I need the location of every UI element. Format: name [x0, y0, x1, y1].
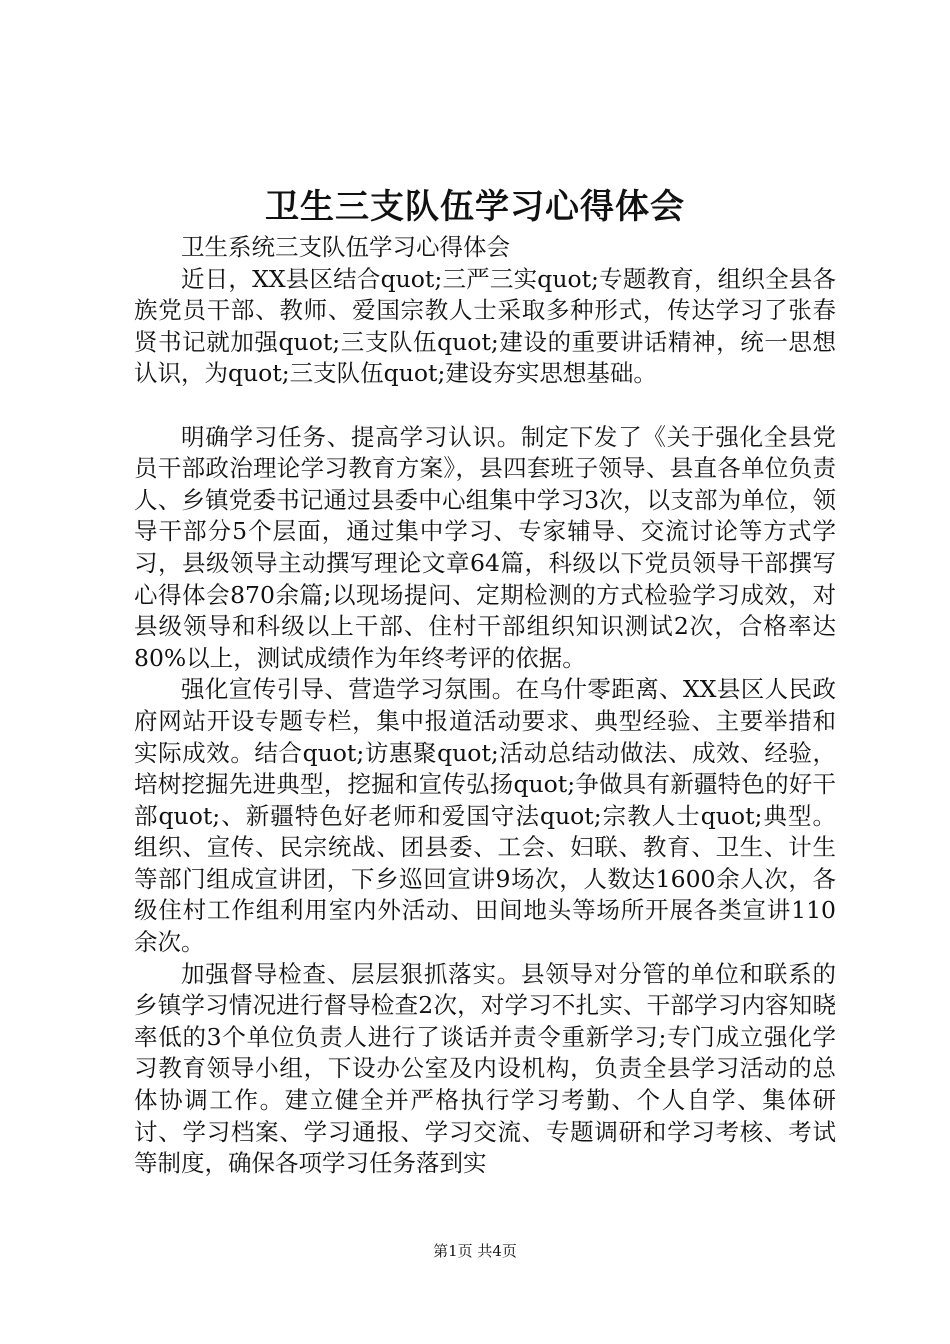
document-title: 卫生三支队伍学习心得体会 [265, 187, 685, 227]
document-subtitle: 卫生系统三支队伍学习心得体会 [181, 233, 510, 261]
paragraph-learning-tasks: 明确学习任务、提高学习认识。制定下发了《关于强化全县党员干部政治理论学习教育方案》，县四套班子领导、县直各单位负责人、乡镇党委书记通过县委中心组集中学习3次，以支部为单位，领导干部分5个层面，通过集中学习、专家辅导、交流讨论等方式学习，县级领导主动撰写理论文章64篇，科级以下党员领导干部撰写心得体会870余篇;以现场提问、定期检测的方式检验学习成效，对县级领导和科级以上干部、住村干部组织知识测试2次，合格率达80%以上，测试成绩作为年终考评的依据。 [134, 422, 836, 672]
paragraph-supervision: 加强督导检查、层层狠抓落实。县领导对分管的单位和联系的乡镇学习情况进行督导检查2次，对学习不扎实、干部学习内容知晓率低的3个单位负责人进行了谈话并责令重新学习;专门成立强化学习教育领导小组，下设办公室及内设机构，负责全县学习活动的总体协调工作。建立健全并严格执行学习考勤、个人自学、集体研讨、学习档案、学习通报、学习交流、专题调研和学习考核、考试等制度，确保各项学习任务落到实 [134, 959, 836, 1178]
paragraph-publicity: 强化宣传引导、营造学习氛围。在乌什零距离、XX县区人民政府网站开设专题专栏，集中报道活动要求、典型经验、主要举措和实际成效。结合quot;访惠聚quot;活动总结动做法、成效、经验，培树挖掘先进典型，挖掘和宣传弘扬quot;争做具有新疆特色的好干部quot;、新疆特色好老师和爱国守法quot;宗教人士quot;典型。组织、宣传、民宗统战、团县委、工会、妇联、教育、卫生、计生等部门组成宣讲团，下乡巡回宣讲9场次，人数达1600余人次，各级住村工作组利用室内外活动、田间地头等场所开展各类宣讲110余次。 [134, 675, 836, 957]
paragraph-intro: 近日，XX县区结合quot;三严三实quot;专题教育，组织全县各族党员干部、教师、爱国宗教人士采取多种形式，传达学习了张春贤书记就加强quot;三支队伍quot;建设的重要讲话精神，统一思想认识，为quot;三支队伍quot;建设夯实思想基础。 [134, 264, 836, 388]
page-number-footer: 第1页 共4页 [433, 1242, 517, 1260]
document-body [134, 232, 836, 1180]
paragraph-spacer [134, 390, 836, 422]
